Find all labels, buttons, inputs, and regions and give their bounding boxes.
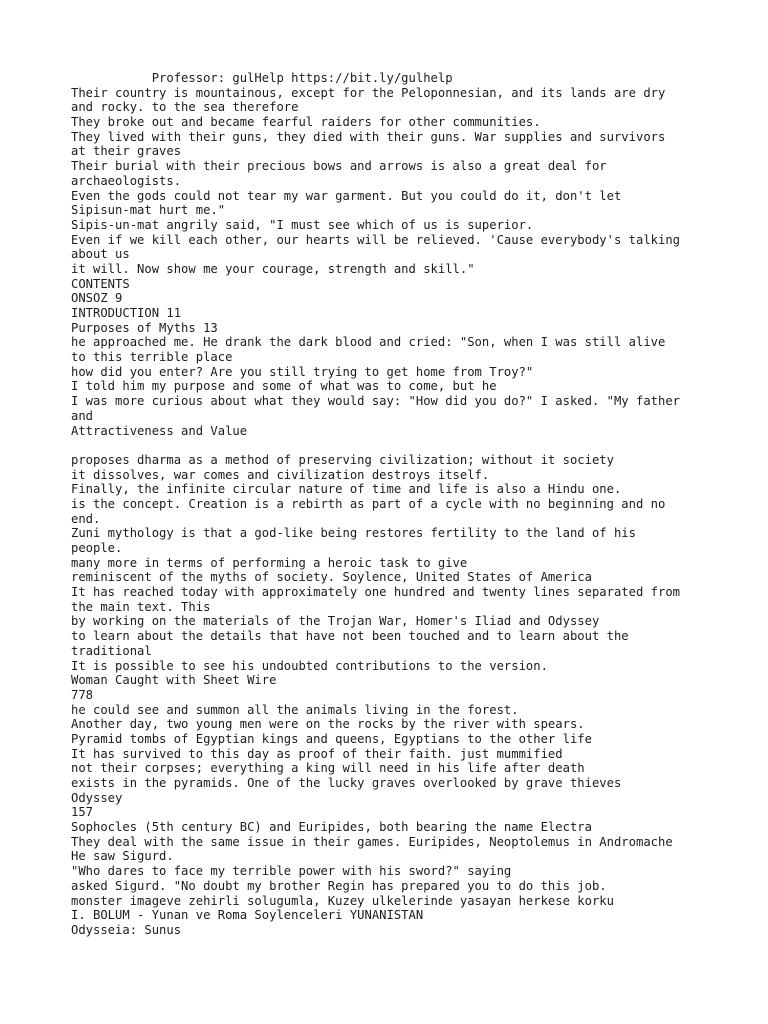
- text-line: INTRODUCTION 11: [71, 306, 182, 320]
- blank-line: [71, 438, 711, 453]
- text-line: proposes dharma as a method of preserving civilization; without it society: [71, 452, 614, 467]
- text-line: They broke out and became fearful raiders for other communities.: [71, 115, 541, 130]
- text-line: Their country is mountainous, except for the Peloponnesian, and its lands are dry: [71, 85, 666, 100]
- text-line: Another day, two young men were on the rocks by the river with spears.: [71, 717, 585, 732]
- text-line: reminiscent of the myths of society. Soylence, United States of America: [71, 570, 592, 585]
- text-line: Zuni mythology is that a god-like being restores fertility to the land of his: [71, 526, 636, 541]
- text-line: It is possible to see his undoubted contributions to the version.: [71, 658, 548, 673]
- text-line: how did you enter? Are you still trying to get home from Troy?": [71, 364, 534, 379]
- text-line: he could see and summon all the animals living in the forest.: [71, 702, 519, 717]
- document-body: [71, 71, 711, 938]
- text-line: traditional: [71, 643, 152, 658]
- text-line: the main text. This: [71, 599, 211, 614]
- text-line: It has reached today with approximately one hundred and twenty lines separated from: [71, 585, 681, 600]
- text-line: archaeologists.: [71, 173, 182, 188]
- text-line: end.: [71, 511, 101, 526]
- text-line: I told him my purpose and some of what was to come, but he: [71, 379, 497, 394]
- text-line: by working on the materials of the Trojan War, Homer's Iliad and Odyssey: [71, 614, 600, 629]
- text-line: Attractiveness and Value: [71, 423, 248, 438]
- text-line: 778: [71, 687, 94, 702]
- text-line: They lived with their guns, they died with their guns. War supplies and survivors: [71, 129, 666, 144]
- text-line: to learn about the details that have not been touched and to learn about the: [71, 629, 629, 644]
- text-line: is the concept. Creation is a rebirth as part of a cycle with no beginning and no: [71, 496, 666, 511]
- text-line: asked Sigurd. "No doubt my brother Regin has prepared you to do this job.: [71, 878, 607, 893]
- text-line: not their corpses; everything a king will need in his life after death: [71, 761, 585, 776]
- text-line: Finally, the infinite circular nature of time and life is also a Hindu one.: [71, 482, 622, 497]
- text-line: Their burial with their precious bows and arrows is also a great deal for: [71, 159, 607, 174]
- text-line: monster imageve zehirli solugumla, Kuzey ulkelerinde yasayan herkese korku: [71, 893, 614, 908]
- text-line: at their graves: [71, 144, 182, 159]
- text-line: Even if we kill each other, our hearts will be relieved. 'Cause everybody's talking: [71, 232, 681, 247]
- text-line: He saw Sigurd.: [71, 849, 174, 864]
- text-line: exists in the pyramids. One of the lucky graves overlooked by grave thieves: [71, 776, 622, 790]
- text-line: to this terrible place: [71, 350, 233, 365]
- text-line: Even the gods could not tear my war garment. But you could do it, don't let: [71, 188, 622, 203]
- text-line: Sipisun-mat hurt me.": [71, 203, 226, 218]
- text-line: Purposes of Myths 13: [71, 320, 218, 335]
- text-line: 157: [71, 805, 94, 820]
- text-line: I. BOLUM - Yunan ve Roma Soylenceleri YUNANISTAN: [71, 908, 424, 923]
- text-line: he approached me. He drank the dark blood and cried: "Son, when I was still alive: [71, 335, 666, 350]
- text-line: Woman Caught with Sheet Wire: [71, 673, 277, 688]
- text-line: CONTENTS: [71, 276, 130, 291]
- text-line: ONSOZ 9: [71, 291, 123, 306]
- text-line: Pyramid tombs of Egyptian kings and queens, Egyptians to the other life: [71, 731, 592, 746]
- text-line: Professor: gulHelp https://bit.ly/gulhelp: [71, 71, 453, 85]
- text-line: Odysseia: Sunus: [71, 922, 182, 937]
- text-line: and: [71, 408, 94, 423]
- text-line: about us: [71, 247, 130, 262]
- text-line: many more in terms of performing a heroic task to give: [71, 555, 468, 570]
- text-line: it dissolves, war comes and civilization destroys itself.: [71, 467, 490, 482]
- text-line: It has survived to this day as proof of their faith. just mummified: [71, 746, 563, 761]
- text-line: "Who dares to face my terrible power with his sword?" saying: [71, 864, 512, 879]
- text-line: Odyssey: [71, 790, 123, 805]
- text-line: They deal with the same issue in their games. Euripides, Neoptolemus in Andromache: [71, 834, 673, 849]
- text-line: I was more curious about what they would say: "How did you do?" I asked. "My father: [71, 394, 681, 409]
- text-line: and rocky. to the sea therefore: [71, 100, 299, 115]
- text-line: Sipis-un-mat angrily said, "I must see which of us is superior.: [71, 217, 534, 232]
- text-line: people.: [71, 541, 123, 555]
- text-line: it will. Now show me your courage, strength and skill.": [71, 261, 475, 276]
- text-line: Sophocles (5th century BC) and Euripides, both bearing the name Electra: [71, 820, 592, 835]
